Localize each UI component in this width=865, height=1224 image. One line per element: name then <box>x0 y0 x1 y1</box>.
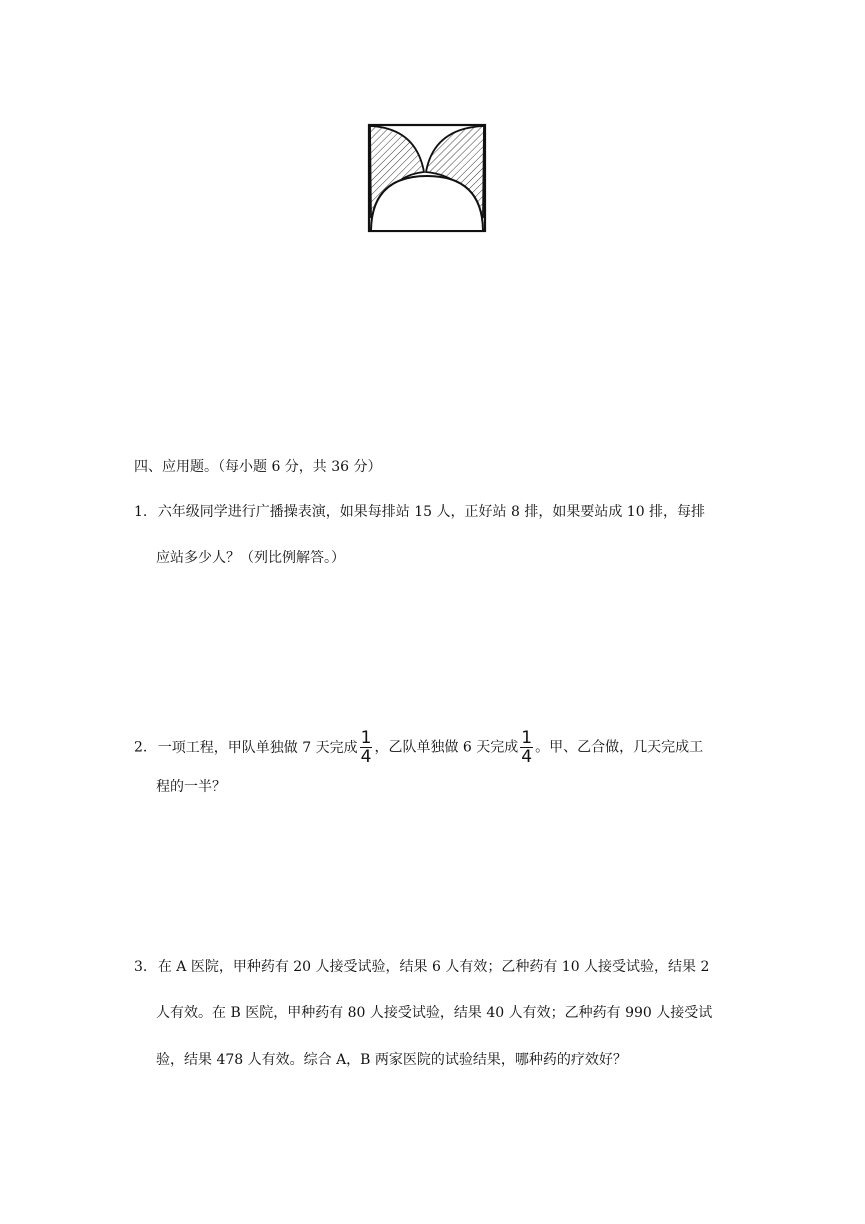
fraction-numerator: 1 <box>360 728 372 748</box>
problem-3-text: 在 A 医院，甲种药有 20 人接受试验，结果 6 人有效；乙种药有 10 人接受试验，结果 2 <box>157 959 710 975</box>
problem-2-line-2: 程的一半？ <box>156 779 226 795</box>
problem-2-text-b: ，乙队单独做 6 天完成 <box>374 739 519 756</box>
problem-2-text-a: 一项工程，甲队单独做 7 天完成 <box>157 739 358 756</box>
problem-2-text-c: 。甲、乙合做，几天完成工 <box>535 739 704 756</box>
fraction-one-quarter <box>359 729 374 766</box>
problem-1-number: 1. <box>134 504 148 520</box>
problem-2-number: 2. <box>134 739 148 756</box>
problem-3-line-1 <box>134 957 709 977</box>
problem-3-line-3: 验，结果 478 人有效。综合 A，B 两家医院的试验结果，哪种药的疗效好？ <box>156 1052 627 1068</box>
problem-2-line-1 <box>134 729 703 766</box>
problem-3-line-2: 人有效。在 B 医院，甲种药有 80 人接受试验，结果 40 人有效；乙种药有 990 人接受试 <box>156 1005 713 1021</box>
geometry-figure <box>366 122 488 234</box>
fraction-numerator: 1 <box>521 728 533 748</box>
fraction-one-quarter <box>519 729 534 766</box>
problem-1-line-2: 应站多少人？（列比例解答。） <box>156 550 345 566</box>
fraction-denominator: 4 <box>521 747 533 767</box>
problem-3-number: 3. <box>134 959 148 975</box>
problem-1-line-1 <box>134 502 705 522</box>
fraction-denominator: 4 <box>360 747 372 767</box>
section-heading: 四、应用题。（每小题 6 分，共 36 分） <box>134 459 382 475</box>
problem-1-text: 六年级同学进行广播操表演，如果每排站 15 人，正好站 8 排，如果要站成 10 排，每排 <box>157 504 706 520</box>
